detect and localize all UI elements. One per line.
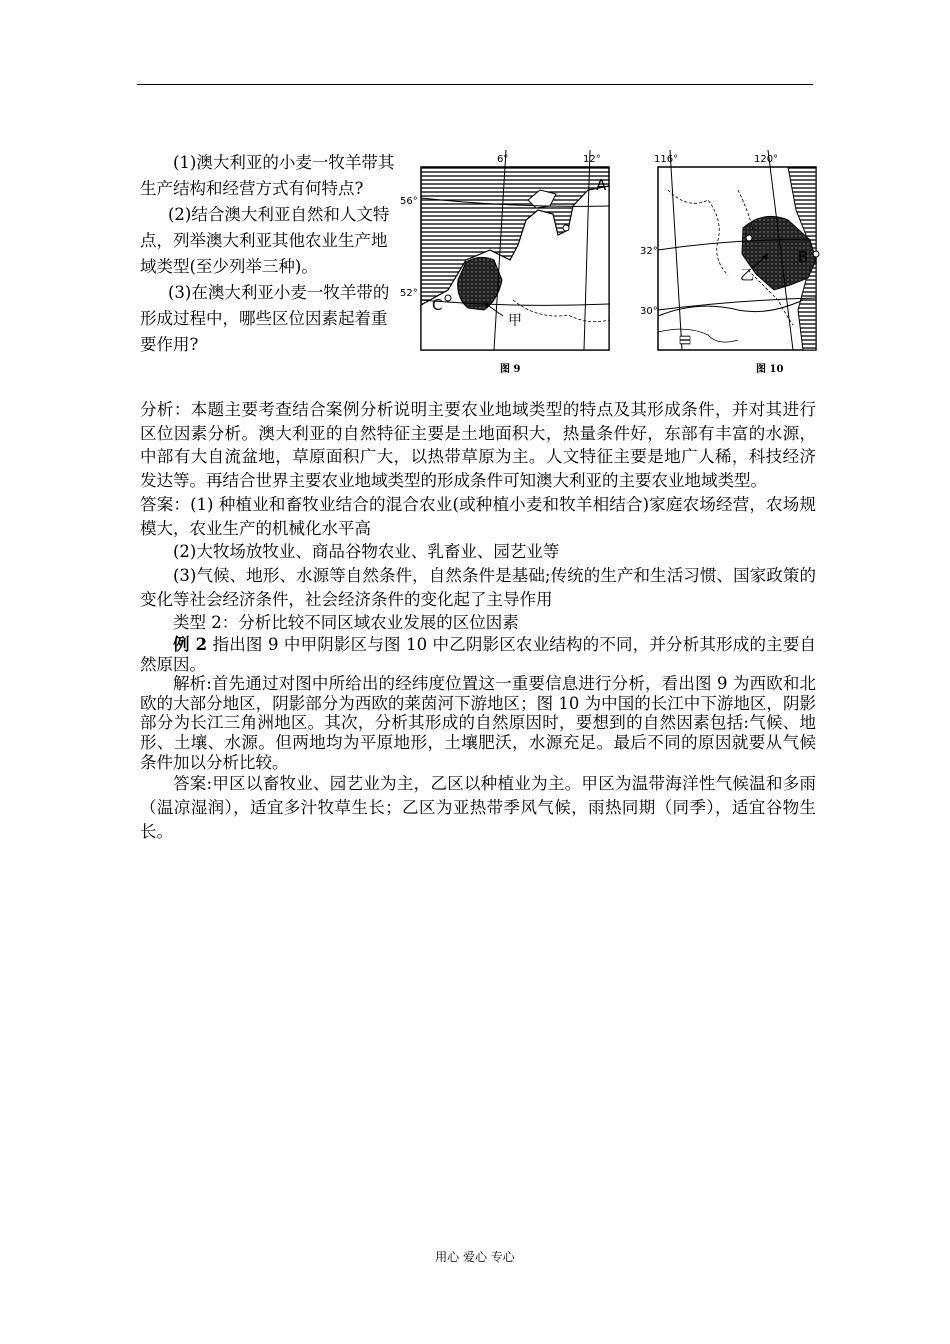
map10-lat-32: 32° <box>640 246 658 257</box>
map9-lon-12: 12° <box>583 154 601 165</box>
map10-caption: 图 10 <box>756 364 784 375</box>
answer-1-part-1: 答案：(1) 种植业和畜牧业结合的混合农业(或种植小麦和牧羊相结合)家庭农场经营，农场规模大，农业生产的机械化水平高 <box>140 494 816 538</box>
example-2-text: 指出图 9 中甲阴影区与图 10 中乙阴影区农业结构的不同，并分析其形成的主要自然原因。 <box>140 635 816 674</box>
answer-1-part-3: (3)气候、地形、水源等自然条件，自然条件是基础;传统的生产和生活习惯、国家政策的变化等社会经济条件，社会经济条件的变化起了主导作用 <box>140 565 816 609</box>
question-list <box>140 150 395 358</box>
example-2-label: 例 2 <box>173 635 208 655</box>
map9-letter-c: C <box>432 296 443 314</box>
analysis-2: 解析:首先通过对图中所给出的经纬度位置这一重要信息进行分析，看出图 9 为西欧和北欧的大部分地区，阴影部分为西欧的莱茵河下游地区；图 10 为中国的长江中下游地区，阴影部分为长江三角洲地区。其次，分析其形成的自然原因时，要想到的自然因素包括:气候、地形、土壤、水源。但两地均为平原地形，土壤肥沃，水源充足。最后不同的原因就要从气候条件加以分析比较。 <box>140 674 816 772</box>
page-footer: 用心 爱心 专心 <box>435 1250 515 1264</box>
figures <box>400 150 818 385</box>
answer-2: 答案:甲区以畜牧业、园艺业为主，乙区以种植业为主。甲区为温带海洋性气候温和多雨（温凉湿润），适宜多汁牧草生长；乙区为亚热带季风气候，雨热同期（同季），适宜谷物生长。 <box>140 774 816 841</box>
main-text <box>140 398 816 843</box>
figure-9-map <box>400 150 609 375</box>
analysis-1: 分析：本题主要考查结合案例分析说明主要农业地域类型的特点及其形成条件，并对其进行区位因素分析。澳大利亚的自然特征主要是土地面积大，热量条件好，东部有丰富的水源，中部有大自流盆地，草原面积广大，以热带草原为主。人文特征主要是地广人稀，科技经济发达等。再结合世界主要农业地域类型的形成条件可知澳大利亚的主要农业地域类型。 <box>140 400 816 491</box>
answer-1-part-2: (2)大牧场放牧业、商品谷物农业、乳畜业、园艺业等 <box>173 542 560 562</box>
example-2 <box>140 635 816 674</box>
question-3: (3)在澳大利亚小麦一牧羊带的形成过程中，哪些区位因素起着重要作用? <box>140 283 390 354</box>
map9-region-label: 甲 <box>508 313 522 329</box>
question-2: (2)结合澳大利亚自然和人文特点，列举澳大利亚其他农业生产地域类型(至少列举三种)。 <box>140 205 390 276</box>
map10-letter-b: B <box>798 248 809 266</box>
map9-letter-a: A <box>596 176 607 194</box>
figure-10-map <box>640 150 819 375</box>
map10-lon-116: 116° <box>654 154 679 165</box>
map9-lon-6: 6° <box>497 154 509 165</box>
map10-lon-120: 120° <box>754 154 779 165</box>
map9-lat-52: 52° <box>400 288 418 299</box>
map9-caption: 图 9 <box>500 364 521 375</box>
maps-svg <box>400 150 818 385</box>
type-2-heading: 类型 2：分析比较不同区域农业发展的区位因素 <box>173 613 519 633</box>
map10-region-label: 乙 <box>740 268 754 284</box>
question-1: (1)澳大利亚的小麦一牧羊带其生产结构和经营方式有何特点? <box>140 153 395 198</box>
map10-lat-30: 30° <box>640 306 658 317</box>
map9-lat-56: 56° <box>400 196 418 207</box>
header-rule <box>137 84 813 85</box>
